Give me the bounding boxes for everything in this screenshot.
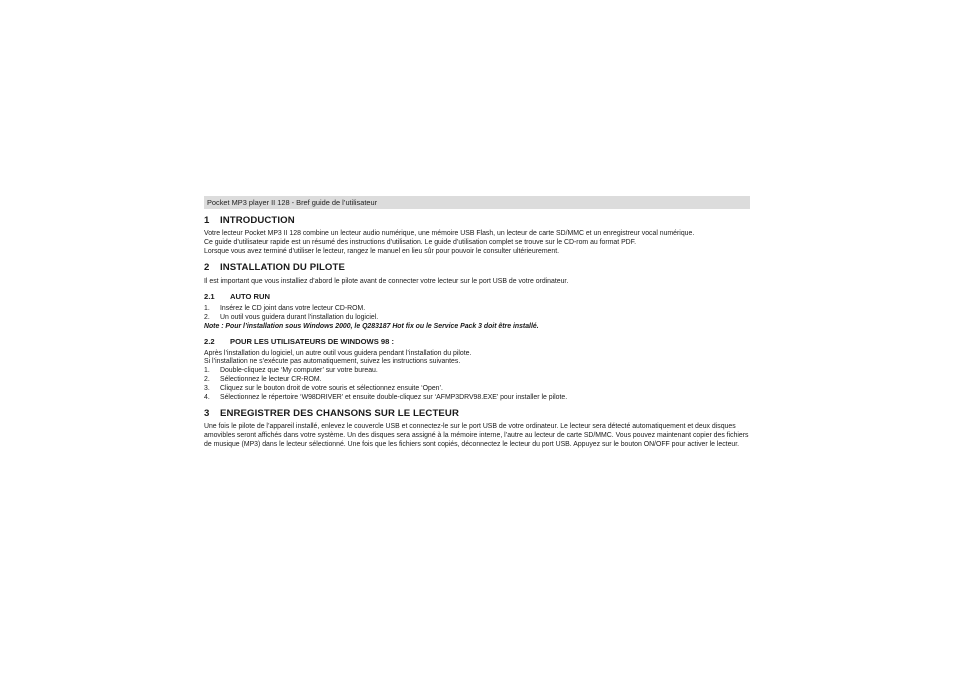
list-number: 2.	[204, 375, 210, 383]
list-text: Insérez le CD joint dans votre lecteur CD-ROM.	[220, 305, 366, 313]
subsection-title: POUR LES UTILISATEURS DE WINDOWS 98 :	[230, 336, 394, 346]
manual-page	[204, 196, 750, 450]
subsection-number: 2.1	[204, 292, 215, 302]
paragraph: Il est important que vous installiez d’abord le pilote avant de connecter votre lecteur sur le port USB de votre ordinateur.	[204, 278, 569, 286]
section-title: INSTALLATION DU PILOTE	[220, 262, 345, 274]
list-number: 1.	[204, 367, 210, 375]
list-item	[204, 394, 750, 403]
list-item	[204, 385, 750, 394]
list-number: 1.	[204, 305, 210, 313]
numbered-list	[204, 305, 750, 323]
list-text: Sélectionnez le lecteur CR-ROM.	[220, 375, 322, 383]
section-title: INTRODUCTION	[220, 215, 295, 226]
paragraph: Si l’installation ne s’exécute pas automatiquement, suivez les instructions suivantes.	[204, 358, 461, 366]
paragraph: Votre lecteur Pocket MP3 II 128 combine un lecteur audio numérique, une mémoire USB Flash, un lecteur de carte SD/MMC et un enregistreur vocal numérique.	[204, 230, 695, 237]
list-number: 3.	[204, 384, 210, 392]
list-text: Cliquez sur le bouton droit de votre souris et sélectionnez ensuite ‘Open’.	[220, 384, 443, 392]
list-number: 4.	[204, 393, 210, 401]
list-item	[204, 376, 750, 385]
section-title: ENREGISTRER DES CHANSONS SUR LE LECTEUR	[220, 408, 459, 420]
list-item	[204, 367, 750, 376]
list-text: Un outil vous guidera durant l’installation du logiciel.	[220, 313, 379, 321]
installation-note: Note : Pour l’installation sous Windows 2000, le Q283187 Hot fix ou le Service Pack 3 doit être installé.	[204, 322, 539, 330]
section-heading-transfer-songs	[204, 408, 750, 420]
list-item	[204, 305, 750, 314]
list-number: 2.	[204, 313, 210, 321]
paragraph: Ce guide d’utilisateur rapide est un résumé des instructions d’utilisation. Le guide d’utilisation complet se trouve sur le CD-rom au format PDF.	[204, 238, 637, 246]
subsection-number: 2.2	[204, 336, 215, 346]
section-number: 1	[204, 215, 210, 226]
section-number: 2	[204, 262, 210, 274]
paragraph: Lorsque vous avez terminé d’utiliser le lecteur, rangez le manuel en lieu sûr pour pouvoir le consulter ultérieurement.	[204, 247, 560, 255]
list-item	[204, 314, 750, 323]
section-number: 3	[204, 408, 210, 420]
paragraph: Une fois le pilote de l’appareil installé, enlevez le couvercle USB et connectez-le sur le port USB de votre ordinateur. Le lecteur sera détecté automatiquement et deux disques amovibles seront affichés dans votre système. Un des disques sera assigné à la mémoire interne, l’autre au lecteur de carte SD/MMC. Vous pouvez maintenant copier des fichiers de musique (MP3) dans le lecteur sélectionné. Une fois que les fichiers sont copiés, déconnectez le lecteur du port USB. Appuyez sur le bouton ON/OFF pour activer le lecteur.	[204, 423, 749, 448]
paragraph: Après l’installation du logiciel, un autre outil vous guidera pendant l’installation du pilote.	[204, 349, 472, 357]
subsection-title: AUTO RUN	[230, 292, 270, 302]
list-text: Double-cliquez que ‘My computer’ sur votre bureau.	[220, 367, 378, 375]
list-text: Sélectionnez le répertoire ‘W98DRIVER’ et ensuite double-cliquez sur ‘AFMP3DRV98.EXE’ pour installer le pilote.	[220, 393, 568, 401]
section-heading-installation	[204, 262, 750, 274]
subsection-heading-windows-98	[204, 337, 750, 347]
section-heading-introduction	[204, 215, 750, 227]
subsection-heading-auto-run	[204, 292, 750, 302]
numbered-list	[204, 367, 750, 402]
page-header: Pocket MP3 player II 128 - Bref guide de l’utilisateur	[204, 196, 750, 209]
